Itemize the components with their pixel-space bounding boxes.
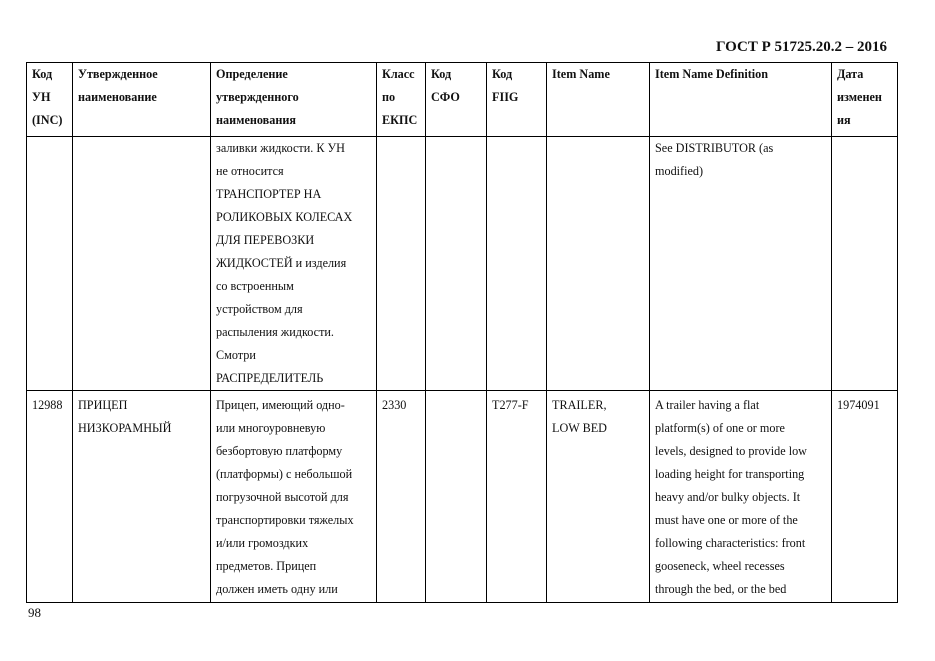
- cell-sfo: [426, 391, 487, 603]
- cell-item-name-definition: A trailer having a flat platform(s) of one or more levels, designed to provide low loading height for transporting heavy and/or bulky objects. It must have one or more of the following characteristics: front gooseneck, wheel recesses through the bed, or the bed: [650, 391, 832, 603]
- cell-approved-name: ПРИЦЕП НИЗКОРАМНЫЙ: [73, 391, 211, 603]
- cell-fiig: T277-F: [487, 391, 547, 603]
- header-row: [27, 63, 898, 137]
- cell-item-name-definition: See DISTRIBUTOR (as modified): [650, 137, 832, 391]
- cell-item-name: [547, 137, 650, 391]
- header-sfo: Код СФО: [426, 63, 487, 137]
- cell-date: 1974091: [832, 391, 898, 603]
- cell-class: 2330: [377, 391, 426, 603]
- page-number: 98: [28, 605, 41, 620]
- cell-approved-name: [73, 137, 211, 391]
- header-fiig: Код FIIG: [487, 63, 547, 137]
- cell-sfo: [426, 137, 487, 391]
- header-date: Дата изменен ия: [832, 63, 898, 137]
- cell-inc: [27, 137, 73, 391]
- cell-definition: заливки жидкости. К УН не относится ТРАНСПОРТЕР НА РОЛИКОВЫХ КОЛЕСАХ ДЛЯ ПЕРЕВОЗКИ ЖИДКОСТЕЙ и изделия со встроенным устройством для распыления жидкости. Смотри РАСПРЕДЕЛИТЕЛЬ: [211, 137, 377, 391]
- header-item-name-definition: Item Name Definition: [650, 63, 832, 137]
- table-row: [27, 391, 898, 603]
- header-inc: Код УН (INC): [27, 63, 73, 137]
- cell-item-name: TRAILER, LOW BED: [547, 391, 650, 603]
- cell-fiig: [487, 137, 547, 391]
- cell-definition: Прицеп, имеющий одно- или многоуровневую безбортовую платформу (платформы) с небольшой погрузочной высотой для транспортировки тяжелых и/или громоздких предметов. Прицеп должен иметь одну или: [211, 391, 377, 603]
- header-class: Класс по ЕКПС: [377, 63, 426, 137]
- header-item-name: Item Name: [547, 63, 650, 137]
- table-row: [27, 137, 898, 391]
- document-title: ГОСТ Р 51725.20.2 – 2016: [715, 39, 887, 55]
- header-definition: Определение утвержденного наименования: [211, 63, 377, 137]
- header-approved-name: Утвержденное наименование: [73, 63, 211, 137]
- cell-date: [832, 137, 898, 391]
- cell-inc: 12988: [27, 391, 73, 603]
- cell-class: [377, 137, 426, 391]
- data-table: [26, 62, 898, 603]
